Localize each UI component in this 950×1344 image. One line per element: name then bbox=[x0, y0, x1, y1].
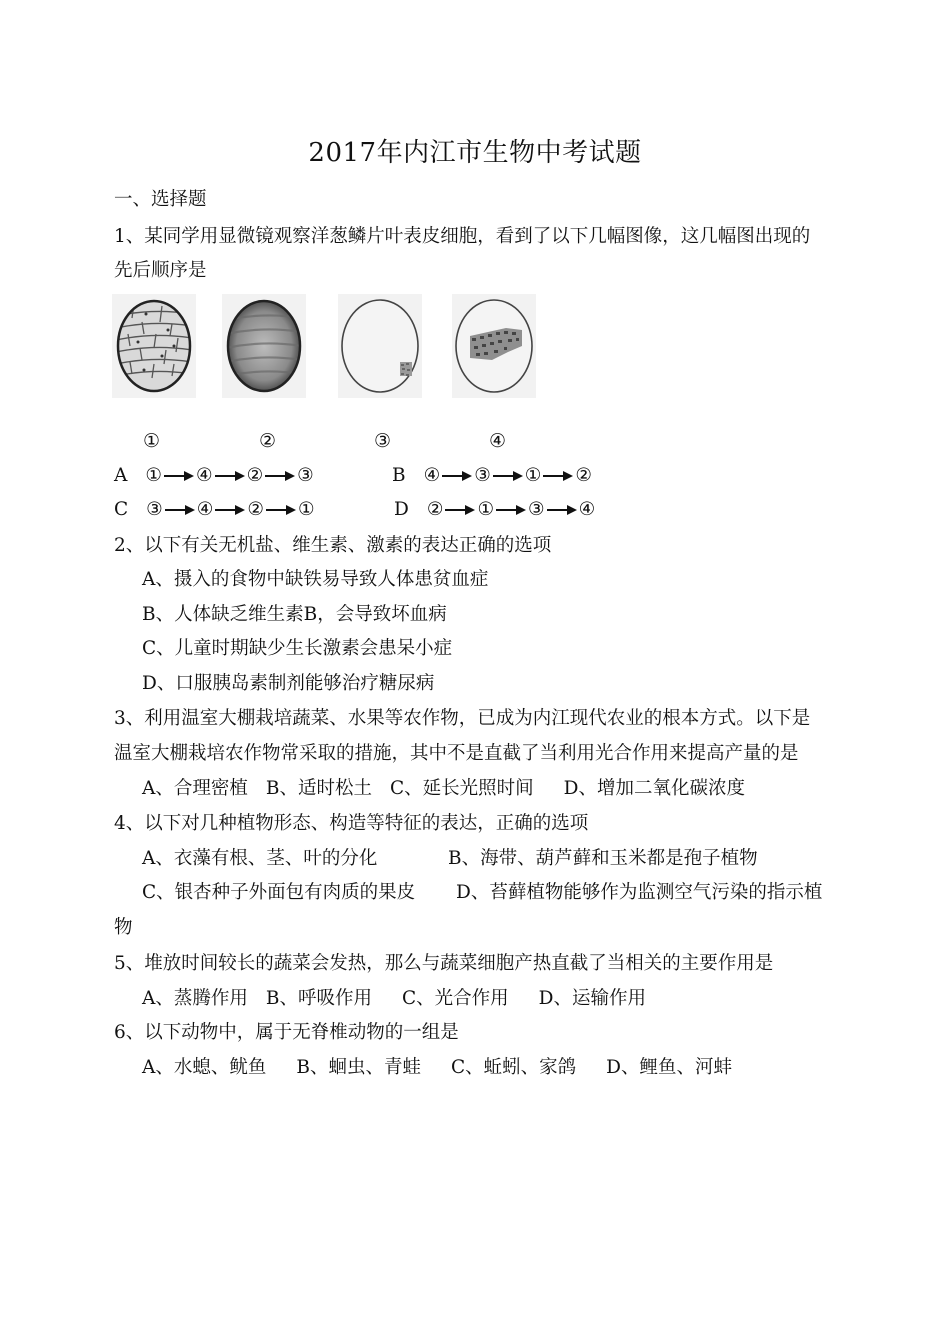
arrow-right-icon bbox=[266, 505, 296, 515]
q5-options bbox=[142, 987, 646, 1011]
fig-label-4: ④ bbox=[489, 430, 507, 452]
seq-step: ① bbox=[524, 465, 542, 486]
option-letter: D bbox=[394, 499, 409, 520]
q3-stem-line2: 温室大棚栽培农作物常采取的措施，其中不是直截了当利用光合作用来提高产量的是 bbox=[114, 743, 799, 764]
seq-step: ① bbox=[297, 499, 315, 520]
seq-step: ③ bbox=[297, 465, 314, 486]
arrow-right-icon bbox=[493, 471, 523, 481]
section-heading: 一、选择题 bbox=[114, 189, 207, 210]
fig-label-3: ③ bbox=[374, 430, 392, 452]
seq-step: ④ bbox=[196, 499, 214, 520]
q6-options bbox=[142, 1056, 732, 1080]
seq-step: ④ bbox=[195, 465, 213, 486]
q2-option-d[interactable]: D、口服胰岛素制剂能够治疗糖尿病 bbox=[142, 673, 435, 694]
microscope-figures bbox=[112, 294, 542, 400]
q3-option-a[interactable]: A、合理密植 bbox=[142, 778, 248, 799]
q5-option-b[interactable]: B、呼吸作用 bbox=[265, 988, 372, 1009]
option-letter: C bbox=[114, 499, 129, 520]
seq-step: ② bbox=[246, 465, 264, 486]
seq-step: ② bbox=[247, 499, 264, 520]
q3-option-c[interactable]: C、延长光照时间 bbox=[389, 778, 534, 799]
q1-stem-line1: 1、某同学用显微镜观察洋葱鳞片叶表皮细胞，看到了以下几幅图像，这几幅图出现的 bbox=[114, 226, 811, 247]
seq-step: ③ bbox=[146, 499, 163, 520]
seq-step: ④ bbox=[423, 465, 441, 486]
arrow-right-icon bbox=[265, 471, 295, 481]
q2-option-c[interactable]: C、儿童时期缺少生长激素会患呆小症 bbox=[142, 638, 453, 659]
fig-label-2: ② bbox=[259, 430, 277, 452]
seq-step: ② bbox=[426, 499, 444, 520]
q6-stem: 6、以下动物中，属于无脊椎动物的一组是 bbox=[114, 1022, 459, 1043]
fig-label-1: ① bbox=[143, 430, 161, 452]
q6-option-c[interactable]: C、蚯蚓、家鸽 bbox=[450, 1057, 577, 1078]
microscope-image-4 bbox=[452, 294, 536, 398]
q4-option-d-line2: 物 bbox=[114, 917, 133, 938]
q6-option-d[interactable]: D、鲤鱼、河蚌 bbox=[606, 1057, 732, 1078]
arrow-right-icon bbox=[547, 505, 577, 515]
q2-option-a[interactable]: A、摄入的食物中缺铁易导致人体患贫血症 bbox=[142, 569, 489, 590]
arrow-right-icon bbox=[164, 471, 194, 481]
q3-option-b[interactable]: B、适时松土 bbox=[265, 778, 372, 799]
q5-stem: 5、堆放时间较长的蔬菜会发热，那么与蔬菜细胞产热直截了当相关的主要作用是 bbox=[114, 953, 774, 974]
q2-option-b[interactable]: B、人体缺乏维生素B，会导致坏血病 bbox=[142, 604, 447, 625]
q5-option-d[interactable]: D、运输作用 bbox=[538, 988, 646, 1009]
q5-option-a[interactable]: A、蒸腾作用 bbox=[142, 988, 248, 1009]
q1-option-d[interactable] bbox=[394, 498, 595, 522]
microscope-image-1 bbox=[112, 294, 196, 398]
q1-option-a[interactable] bbox=[114, 464, 314, 488]
q4-option-b[interactable]: B、海带、葫芦藓和玉米都是孢子植物 bbox=[448, 848, 758, 869]
microscope-image-2 bbox=[222, 294, 306, 398]
seq-step: ③ bbox=[528, 499, 545, 520]
seq-step: ③ bbox=[474, 465, 491, 486]
q4-option-c[interactable]: C、银杏种子外面包有肉质的果皮 bbox=[142, 882, 416, 903]
arrow-right-icon bbox=[215, 471, 245, 481]
q3-options bbox=[142, 777, 745, 801]
arrow-right-icon bbox=[442, 471, 472, 481]
arrow-right-icon bbox=[165, 505, 195, 515]
q5-option-c[interactable]: C、光合作用 bbox=[401, 988, 509, 1009]
option-letter: B bbox=[392, 465, 406, 486]
q1-option-c[interactable] bbox=[114, 498, 315, 522]
page-title: 2017年内江市生物中考试题 bbox=[308, 138, 642, 168]
q3-option-d[interactable]: D、增加二氧化碳浓度 bbox=[563, 778, 745, 799]
q1-stem-line2: 先后顺序是 bbox=[114, 260, 207, 281]
seq-step: ① bbox=[477, 499, 495, 520]
q4-option-d-line1[interactable]: D、苔藓植物能够作为监测空气污染的指示植 bbox=[456, 882, 823, 903]
q4-option-a[interactable]: A、衣藻有根、茎、叶的分化 bbox=[142, 848, 378, 869]
arrow-right-icon bbox=[215, 505, 245, 515]
seq-step: ① bbox=[145, 465, 162, 486]
q2-stem: 2、以下有关无机盐、维生素、激素的表达正确的选项 bbox=[114, 535, 552, 556]
seq-step: ② bbox=[575, 465, 592, 486]
microscope-image-3 bbox=[338, 294, 422, 398]
option-letter: A bbox=[114, 465, 128, 486]
q3-stem-line1: 3、利用温室大棚栽培蔬菜、水果等农作物，已成为内江现代农业的根本方式。以下是 bbox=[114, 708, 811, 729]
arrow-right-icon bbox=[543, 471, 573, 481]
arrow-right-icon bbox=[496, 505, 526, 515]
q4-stem: 4、以下对几种植物形态、构造等特征的表达，正确的选项 bbox=[114, 813, 589, 834]
seq-step: ④ bbox=[578, 499, 596, 520]
q6-option-b[interactable]: B、蛔虫、青蛙 bbox=[296, 1057, 421, 1078]
q1-option-b[interactable] bbox=[392, 464, 592, 488]
arrow-right-icon bbox=[445, 505, 475, 515]
q6-option-a[interactable]: A、水螅、鱿鱼 bbox=[142, 1057, 267, 1078]
